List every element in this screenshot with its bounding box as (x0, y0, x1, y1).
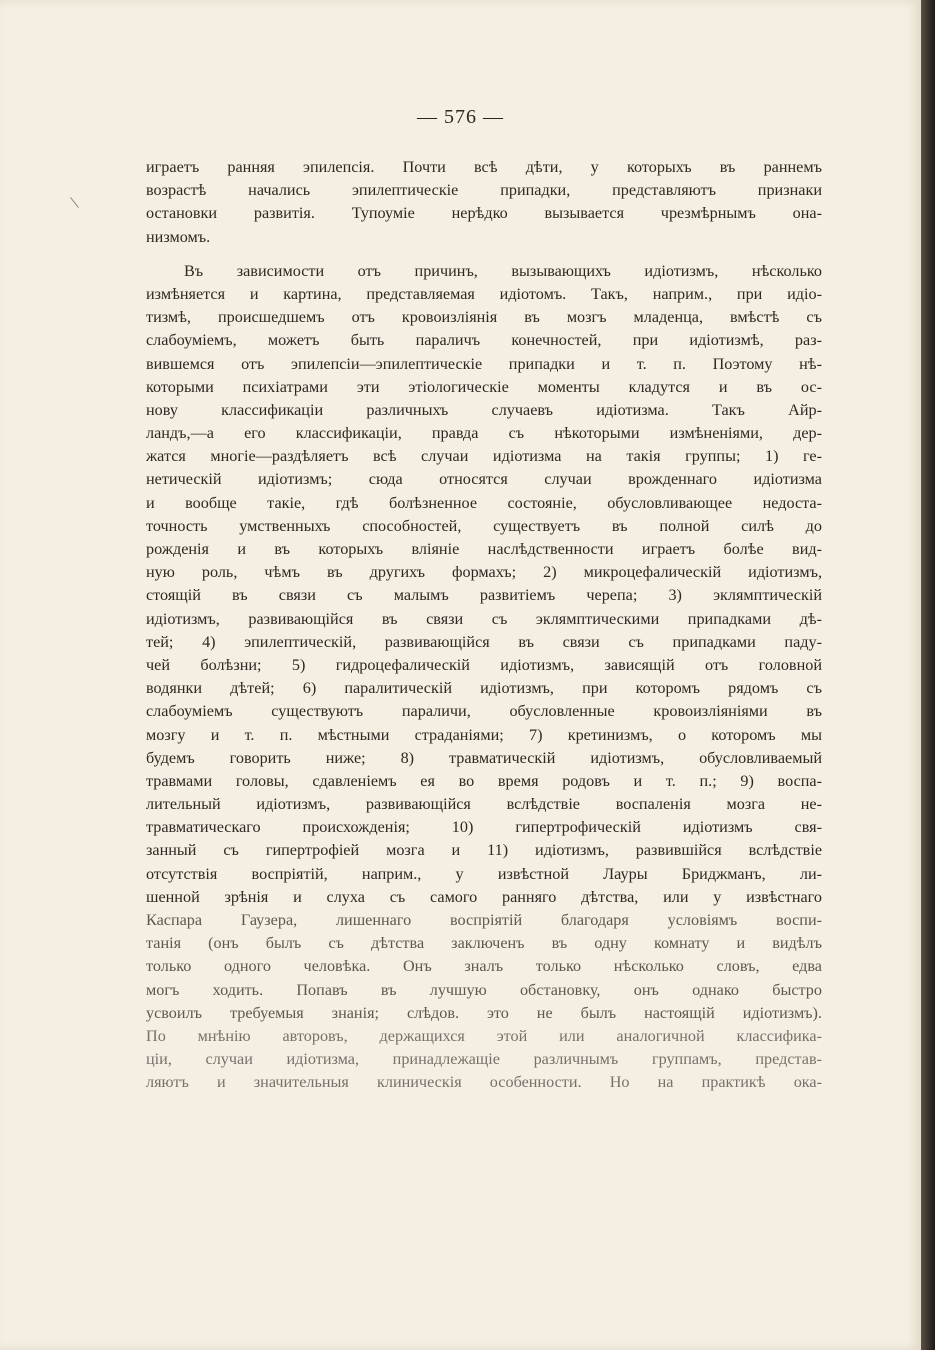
text-line: ландъ,—а его классификаціи, правда съ нѣкоторыми измѣненіями, дер- (146, 424, 822, 443)
text-line: лительный идіотизмъ, развивающійся вслѣдствіе воспаленія мозга не- (146, 795, 822, 814)
text-line: жатся многіе—раздѣляетъ всѣ случаи идіотизма на такія группы; 1) ге- (146, 447, 822, 466)
text-line: мозгу и т. п. мѣстными страданіями; 7) кретинизмъ, о которомъ мы (146, 725, 822, 744)
text-line: тей; 4) эпилептическій, развивающійся въ связи съ припадками паду- (146, 632, 822, 651)
margin-mark (70, 197, 79, 208)
text-line: По мнѣнію авторовъ, держащихся этой или аналогичной классифика- (146, 1026, 822, 1045)
text-line: и вообще такіе, гдѣ болѣзненное состояніе, обусловливающее недоста- (146, 493, 822, 512)
text-line: тизмѣ, происшедшемъ отъ кровоизліянія въ мозгъ младенца, вмѣстѣ съ (146, 308, 822, 327)
text-line: отсутствія воспріятій, наприм., у извѣстной Лауры Бриджманъ, ли- (146, 864, 822, 883)
text-line: рожденія и въ которыхъ вліяніе наслѣдственности играетъ болѣе вид- (146, 540, 822, 558)
page-number: — 576 — (417, 106, 504, 128)
text-line: водянки дѣтей; 6) паралитическій идіотизмъ, при которомъ рядомъ съ (146, 679, 822, 698)
text-line: усвоилъ требуемыя знанія; слѣдов. это не былъ настоящій идіотизмъ). (146, 1003, 822, 1022)
text-line: Каспара Гаузера, лишеннаго воспріятій благодаря условіямъ воспи- (146, 911, 822, 929)
text-line: ціи, случаи идіотизма, принадлежащіе различнымъ группамъ, представ- (146, 1050, 822, 1069)
body-text (146, 156, 822, 1095)
text-line: возрастѣ начались эпилептическіе припадки, представляютъ признаки (146, 181, 822, 200)
text-line: стоящій въ связи съ малымъ развитіемъ черепа; 3) эклямптическій (146, 586, 822, 605)
text-line: ляютъ и значительныя клиническія особенности. Но на практикѣ ока- (146, 1073, 822, 1092)
text-line: слабоуміемъ, можетъ быть параличъ конечностей, при идіотизмѣ, раз- (146, 331, 822, 350)
text-line: травматическаго происхожденія; 10) гипертрофическій идіотизмъ свя- (146, 818, 822, 837)
text-line: низмомъ. (146, 227, 211, 246)
text-line: нову классификаціи различныхъ случаевъ идіотизма. Такъ Айр- (146, 400, 822, 419)
text-line: измѣняется и картина, представляемая идіотомъ. Такъ, наприм., при идіо- (146, 284, 822, 303)
book-edge (921, 0, 935, 1350)
text-line: которыми психіатрами эти этіологическіе моменты кладутся и въ ос- (146, 377, 822, 396)
text-line: занный съ гипертрофіей мозга и 11) идіотизмъ, развившійся вслѣдствіе (146, 841, 822, 860)
text-line: идіотизмъ, развивающійся въ связи съ эклямптическими припадками дѣ- (146, 609, 822, 628)
text-line: будемъ говорить ниже; 8) травматическій идіотизмъ, обусловливаемый (146, 748, 822, 767)
text-line: травмами головы, сдавленіемъ ея во время родовъ и т. п.; 9) воспа- (146, 771, 822, 790)
text-line: точность умственныхъ способностей, существуетъ въ полной силѣ до (146, 516, 822, 535)
text-line: только одного человѣка. Онъ зналъ только нѣсколько словъ, едва (146, 957, 822, 976)
text-line: танія (онъ былъ съ дѣтства заключенъ въ одну комнату и видѣлъ (146, 934, 822, 953)
text-line: остановки развитія. Тупоуміе нерѣдко вызывается чрезмѣрнымъ она- (146, 204, 822, 223)
text-line: нетическій идіотизмъ; сюда относятся случаи врожденнаго идіотизма (146, 470, 822, 489)
text-line: вившемся отъ эпилепсіи—эпилептическіе припадки и т. п. Поэтому нѣ- (146, 354, 822, 373)
text-line: чей болѣзни; 5) гидроцефалическій идіотизмъ, зависящій отъ головной (146, 655, 822, 674)
text-line: шенной зрѣнія и слуха съ самого ранняго дѣтства, или у извѣстнаго (146, 887, 822, 906)
text-line: слабоуміемъ существуютъ параличи, обусловленные кровоизліяніями въ (146, 702, 822, 721)
text-line: Въ зависимости отъ причинъ, вызывающихъ идіотизмъ, нѣсколько (184, 261, 822, 280)
text-line: ную роль, чѣмъ въ другихъ формахъ; 2) микроцефалическій идіотизмъ, (146, 563, 822, 582)
text-line: могъ ходить. Попавъ въ лучшую обстановку, онъ однако быстро (146, 980, 822, 999)
text-line: играетъ ранняя эпилепсія. Почти всѣ дѣти, у которыхъ въ раннемъ (146, 158, 822, 176)
